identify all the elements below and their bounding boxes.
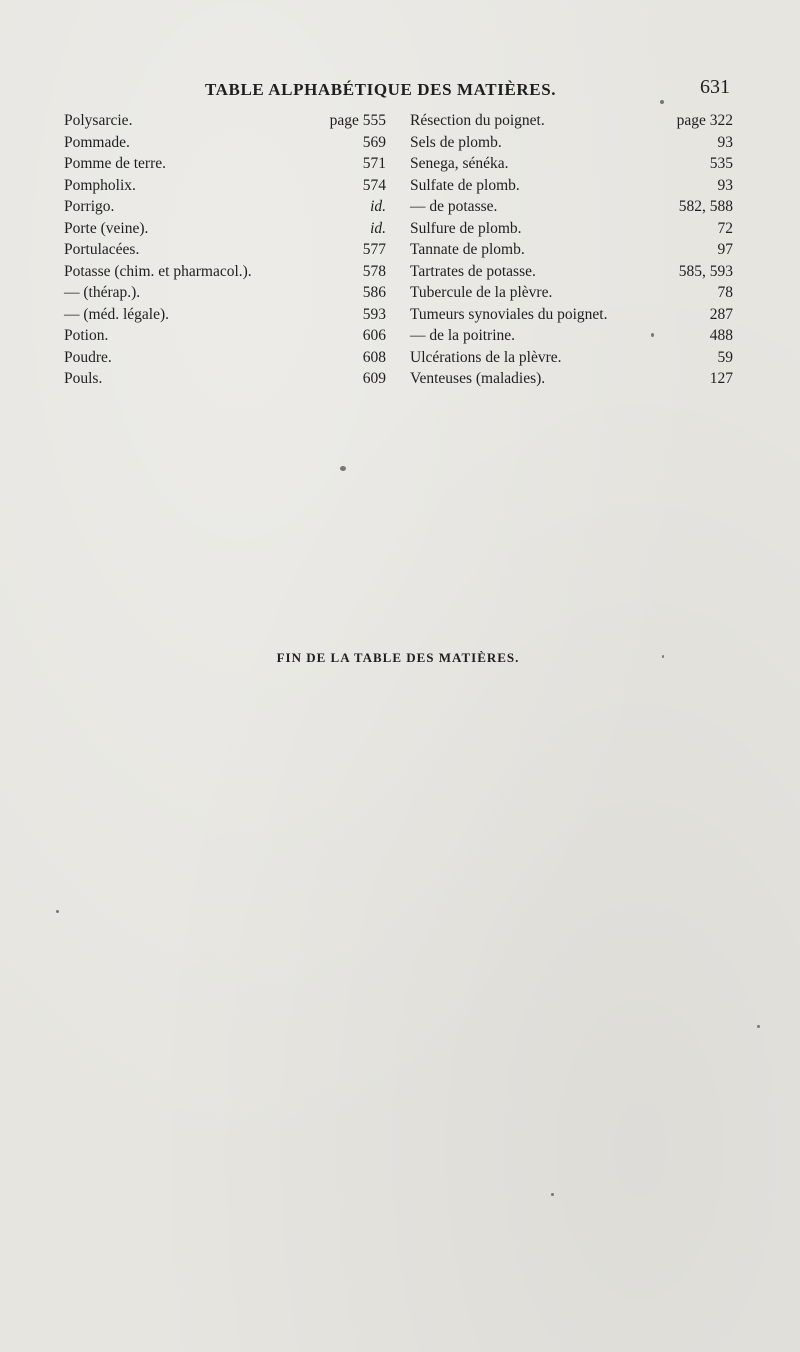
- entry-term: — de potasse.: [410, 198, 498, 215]
- paper-speck: [662, 655, 664, 658]
- paper-speck: [56, 910, 59, 913]
- entry-term: Sulfure de plomb.: [410, 219, 522, 237]
- entry-term: Poudre.: [64, 348, 112, 366]
- index-entry: [64, 261, 386, 283]
- index-column-right: [410, 110, 733, 390]
- entry-term: Porte (veine).: [64, 219, 149, 237]
- paper-speck: [551, 1193, 554, 1196]
- entry-page: page 555: [329, 112, 386, 129]
- entry-term: Tumeurs synoviales du poignet.: [410, 305, 608, 323]
- index-entry: [64, 110, 386, 132]
- index-entry: [64, 175, 386, 197]
- index-entry: [64, 347, 386, 369]
- index-entry: [64, 325, 386, 347]
- entry-page: 59: [717, 348, 733, 366]
- entry-term: Pommade.: [64, 133, 130, 151]
- entry-term: — (méd. légale).: [64, 305, 170, 323]
- index-entry: [410, 261, 733, 283]
- running-title: TABLE ALPHABÉTIQUE DES MATIÈRES.: [205, 80, 557, 99]
- entry-page: 93: [717, 133, 733, 151]
- entry-page: id.: [370, 198, 386, 215]
- entry-term: — de la poitrine.: [410, 327, 516, 344]
- entry-term: Senega, sénéka.: [410, 155, 509, 172]
- index-column-left: [64, 110, 386, 390]
- index-entry: [410, 175, 733, 197]
- entry-term: Potion.: [64, 327, 109, 344]
- entry-term: Porrigo.: [64, 198, 115, 215]
- entry-term: Tubercule de la plèvre.: [410, 284, 553, 301]
- entry-term: Tannate de plomb.: [410, 241, 525, 258]
- entry-page: 127: [709, 370, 733, 387]
- entry-page: 535: [709, 155, 733, 172]
- entry-page: 606: [362, 327, 386, 344]
- entry-page: 593: [362, 305, 386, 323]
- paper-speck: [651, 333, 654, 337]
- entry-page: 97: [717, 241, 733, 258]
- entry-page: 72: [717, 219, 733, 237]
- index-entry: [64, 132, 386, 154]
- index-entry: [410, 325, 733, 347]
- index-entry: [410, 132, 733, 154]
- index-entry: [410, 218, 733, 240]
- index-entry: [410, 110, 733, 132]
- entry-term: Tartrates de potasse.: [410, 262, 536, 280]
- entry-page: 585, 593: [678, 262, 733, 280]
- entry-page: 609: [362, 370, 386, 387]
- index-entry: [410, 368, 733, 390]
- entry-term: — (thérap.).: [64, 284, 141, 301]
- page-header: [0, 76, 800, 104]
- index-entry: [64, 239, 386, 261]
- entry-page: 571: [362, 155, 386, 172]
- entry-page: 488: [709, 327, 733, 344]
- entry-page: id.: [370, 219, 386, 237]
- entry-term: Portulacées.: [64, 241, 140, 258]
- index-entry: [410, 196, 733, 218]
- entry-page: page 322: [676, 112, 733, 129]
- entry-term: Ulcérations de la plèvre.: [410, 348, 562, 366]
- end-of-table-note: [0, 650, 800, 666]
- entry-page: 586: [362, 284, 386, 301]
- paper-speck: [660, 100, 664, 104]
- entry-term: Potasse (chim. et pharmacol.).: [64, 262, 252, 280]
- entry-page: 578: [362, 262, 386, 280]
- index-entry: [64, 304, 386, 326]
- paper-speck: [340, 466, 346, 471]
- entry-page: 582, 588: [678, 198, 733, 215]
- entry-term: Sels de plomb.: [410, 133, 502, 151]
- entry-term: Polysarcie.: [64, 112, 133, 129]
- entry-term: Pouls.: [64, 370, 103, 387]
- index-entry: [64, 153, 386, 175]
- index-entry: [410, 347, 733, 369]
- entry-term: Pomme de terre.: [64, 155, 167, 172]
- index-entry: [64, 218, 386, 240]
- index-entry: [410, 239, 733, 261]
- paper-speck: [757, 1025, 760, 1028]
- entry-term: Résection du poignet.: [410, 112, 545, 129]
- page-number: 631: [700, 76, 730, 98]
- entry-page: 608: [362, 348, 386, 366]
- index-entry: [410, 282, 733, 304]
- entry-page: 93: [717, 176, 733, 194]
- index-entry: [64, 196, 386, 218]
- entry-term: Pompholix.: [64, 176, 136, 194]
- entry-page: 78: [717, 284, 733, 301]
- index-entry: [64, 368, 386, 390]
- entry-page: 287: [709, 305, 733, 323]
- index-entry: [410, 304, 733, 326]
- entry-page: 574: [362, 176, 386, 194]
- entry-term: Sulfate de plomb.: [410, 176, 520, 194]
- index-entry: [410, 153, 733, 175]
- entry-page: 577: [362, 241, 386, 258]
- index-entry: [64, 282, 386, 304]
- end-of-table-text: FIN DE LA TABLE DES MATIÈRES.: [276, 650, 520, 665]
- entry-page: 569: [362, 133, 386, 151]
- entry-term: Venteuses (maladies).: [410, 370, 546, 387]
